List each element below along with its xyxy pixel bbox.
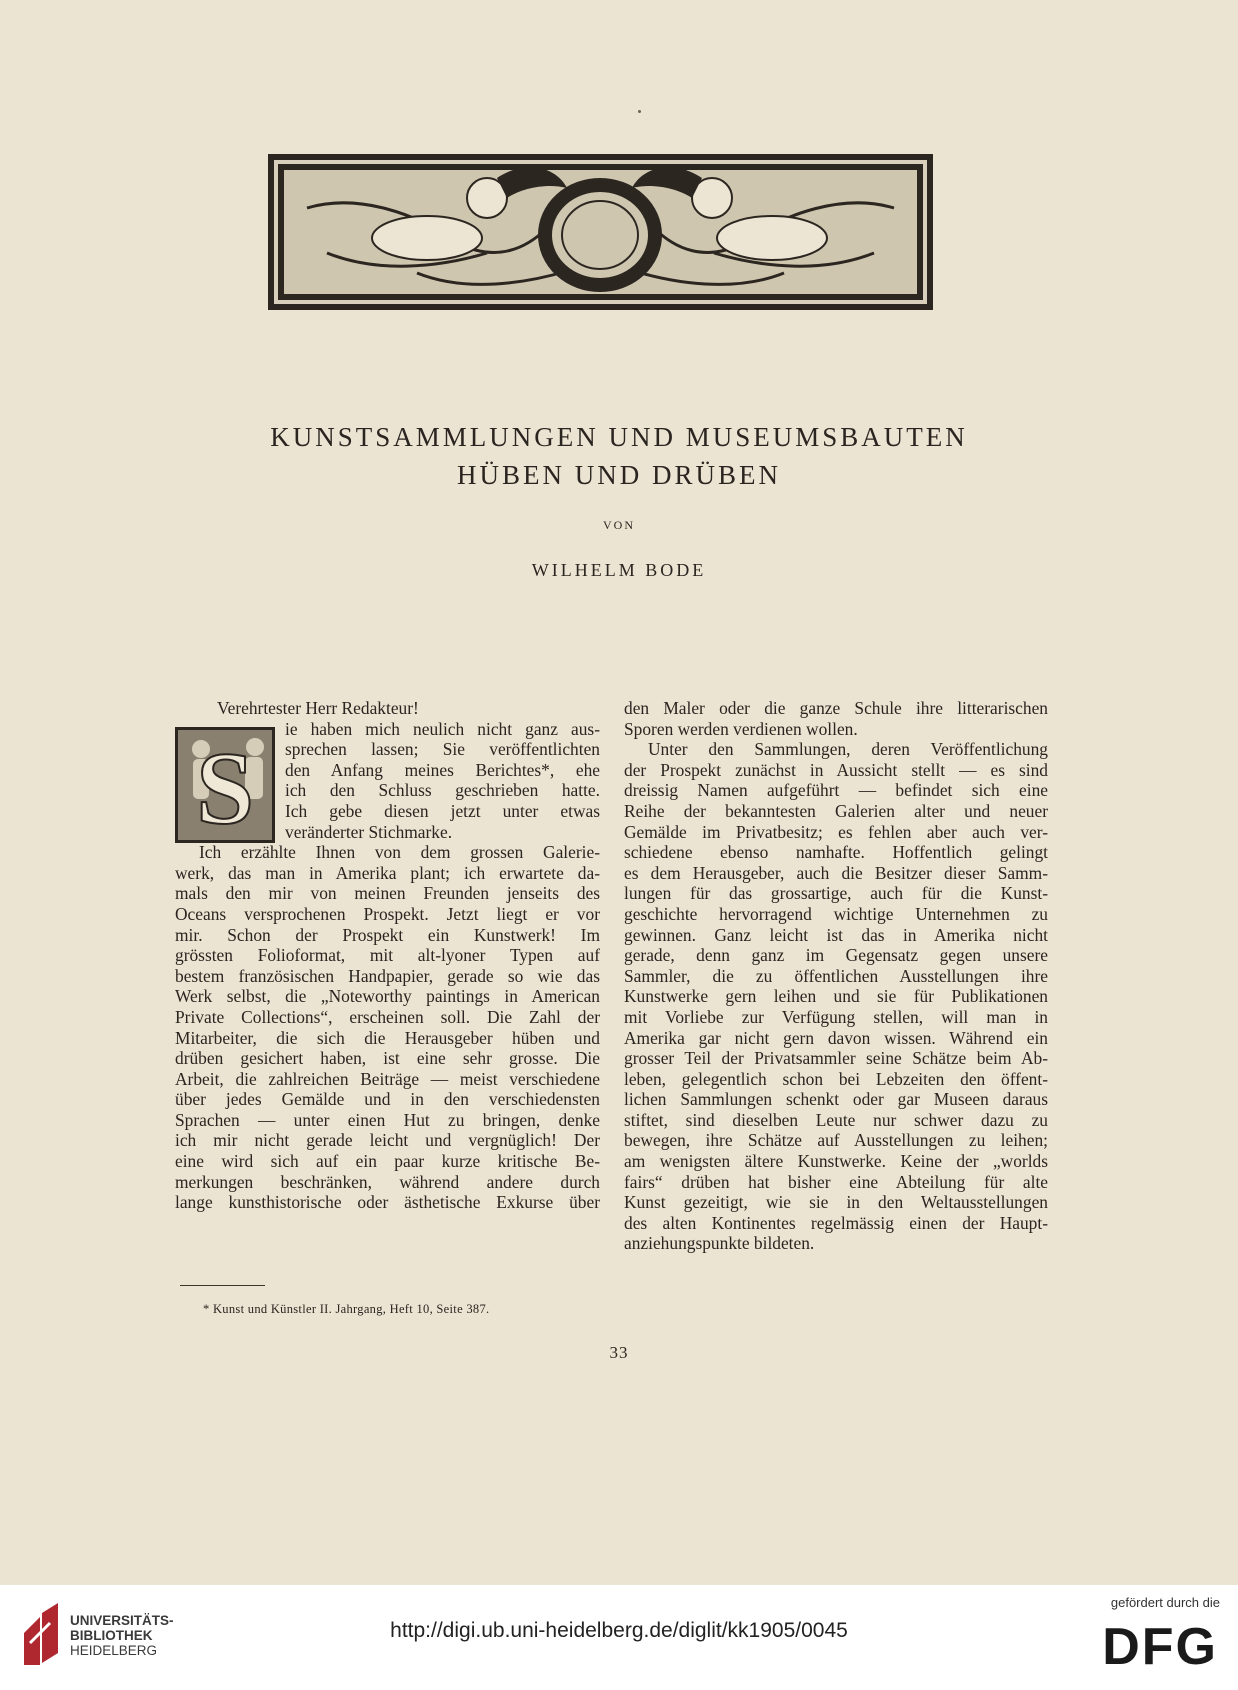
text-line: Gemälde im Privatbesitz; es fehlen aber auch ver- <box>624 821 1048 842</box>
article-title-line-2: HÜBEN UND DRÜBEN <box>457 460 781 490</box>
text-line: Oceans versprochenen Prospekt. Jetzt liegt er vor <box>175 903 600 924</box>
text-line: Werk selbst, die „Noteworthy paintings in American <box>175 986 600 1007</box>
text-line: den Maler oder die ganze Schule ihre litterarischen <box>624 698 1048 718</box>
viewer-footer <box>0 1585 1238 1690</box>
text-line: geschichte hervorragend wichtige Unternehmen zu <box>624 903 1048 924</box>
text-line: ich den Schluss geschrieben hatte. <box>285 780 600 801</box>
page-mark <box>638 110 641 113</box>
text-line: gerade, denn ganz im Gegensatz gegen unsere <box>624 945 1048 966</box>
text-line: Kunst gezeitigt, wie sie in den Weltausstellungen <box>624 1192 1048 1213</box>
text-line: Amerika gar nicht gern davon wissen. Während ein <box>624 1027 1048 1048</box>
library-name-line-1: UNIVERSITÄTS- <box>70 1613 174 1628</box>
text-line: Sammler, die zu öffentlichen Ausstellungen ihre <box>624 965 1048 986</box>
text-line: Ich gebe diesen jetzt unter etwas <box>285 800 600 821</box>
text-line: dreissig Namen aufgeführt — befindet sich eine <box>624 780 1048 801</box>
funding-note: gefördert durch die <box>1110 1595 1220 1610</box>
library-name-line-3: HEIDELBERG <box>70 1643 158 1658</box>
text-line: der Prospekt zunächst in Aussicht stellt — es sind <box>624 759 1048 780</box>
text-line: Ich erzählte Ihnen von dem grossen Galerie- <box>199 842 600 863</box>
text-line: mals den mir von meinen Freunden jenseits des <box>175 883 600 904</box>
text-line: eine wird sich auf ein paar kurze kritische Be- <box>175 1151 600 1172</box>
text-line: Private Collections“, erscheinen soll. Die Zahl der <box>175 1006 600 1027</box>
text-line: ich mir nicht gerade leicht und vergnüglich! Der <box>175 1130 600 1151</box>
text-line: Arbeit, die zahlreichen Beiträge — meist verschiedene <box>175 1068 600 1089</box>
salutation: Verehrtester Herr Redakteur! <box>217 698 419 718</box>
text-line: anziehungspunkte bildeten. <box>624 1233 815 1254</box>
library-name-line-2: BIBLIOTHEK <box>70 1628 153 1643</box>
text-line: Reihe der bekanntesten Galerien alter und neuer <box>624 800 1048 821</box>
right-column <box>624 698 1048 1254</box>
text-line: grössten Folioformat, mit alt-lyoner Typen auf <box>175 945 600 966</box>
text-line: grosser Teil der Privatsammler seine Schätze beim Ab- <box>624 1048 1048 1069</box>
article-title-line-1: KUNSTSAMMLUNGEN UND MUSEUMSBAUTEN <box>270 422 968 452</box>
text-line: Mitarbeiter, die sich die Herausgeber hüben und <box>175 1027 600 1048</box>
text-line: am wenigsten ältere Kunstwerke. Keine der „worlds <box>624 1151 1048 1172</box>
text-line: werk, das man in Amerika plant; ich erwartete da- <box>175 862 600 883</box>
text-line: lungen für das grossartige, auch für die Kunst- <box>624 883 1048 904</box>
text-line: veränderter Stichmarke. <box>285 821 453 842</box>
text-line: ie haben mich neulich nicht ganz aus- <box>285 718 600 739</box>
text-line: den Anfang meines Berichtes*, ehe <box>285 759 600 780</box>
text-line: gewinnen. Ganz leicht ist das in Amerika nicht <box>624 924 1048 945</box>
page-number: 33 <box>609 1343 629 1362</box>
permalink-url[interactable]: http://digi.ub.uni-heidelberg.de/diglit/kk1905/0045 <box>390 1619 848 1642</box>
text-line: es dem Herausgeber, auch die Besitzer dieser Samm- <box>624 862 1048 883</box>
text-line: leben, gelegentlich schon bei Lebzeiten den öffent- <box>624 1068 1048 1089</box>
footnote: * Kunst und Künstler II. Jahrgang, Heft 10, Seite 387. <box>203 1302 490 1316</box>
text-line: des alten Kontinentes regelmässig einen der Haupt- <box>624 1212 1048 1233</box>
text-line: merkungen beschränken, während andere durch <box>175 1171 600 1192</box>
footnote-rule <box>180 1285 265 1286</box>
text-line: Sprachen — unter einen Hut zu bringen, denke <box>175 1109 600 1130</box>
text-line: drüben gesichert haben, ist eine sehr grosse. Die <box>175 1048 600 1069</box>
text-line: bestem französischen Handpapier, gerade so wie das <box>175 965 600 986</box>
text-line: mit Vorliebe zur Verfügung stellen, will man in <box>624 1006 1048 1027</box>
putti-wreath-ornament-icon <box>267 153 934 311</box>
left-column <box>175 698 600 1213</box>
text-line: schiedene ebenso namhafte. Hoffentlich gelingt <box>624 842 1048 863</box>
text-line: über jedes Gemälde und in den verschiedensten <box>175 1089 600 1110</box>
text-line: sprechen lassen; Sie veröffentlichten <box>285 739 600 760</box>
dfg-logo: DFG <box>1102 1618 1218 1676</box>
text-line: lichen Sammlungen schenkt oder gar Museen daraus <box>624 1089 1048 1110</box>
text-line: Kunstwerke gern leihen und sie für Publikationen <box>624 986 1048 1007</box>
text-line: fairs“ drüben hat bisher eine Abteilung für alte <box>624 1171 1048 1192</box>
text-line: stiftet, sind dieselben Leute nur schwer dazu zu <box>624 1109 1048 1130</box>
text-line: Sporen werden verdienen wollen. <box>624 718 858 739</box>
author-name: WILHELM BODE <box>531 560 707 580</box>
text-line: mir. Schon der Prospekt ein Kunstwerk! Im <box>175 924 600 945</box>
text-line: Unter den Sammlungen, deren Veröffentlichung <box>648 739 1048 760</box>
byline-von: VON <box>603 518 635 532</box>
text-line: lange kunsthistorische oder ästhetische Exkurse über <box>175 1192 600 1213</box>
svg-text:S: S <box>196 731 254 843</box>
text-line: bewegen, ihre Schätze auf Ausstellungen zu leihen; <box>624 1130 1048 1151</box>
